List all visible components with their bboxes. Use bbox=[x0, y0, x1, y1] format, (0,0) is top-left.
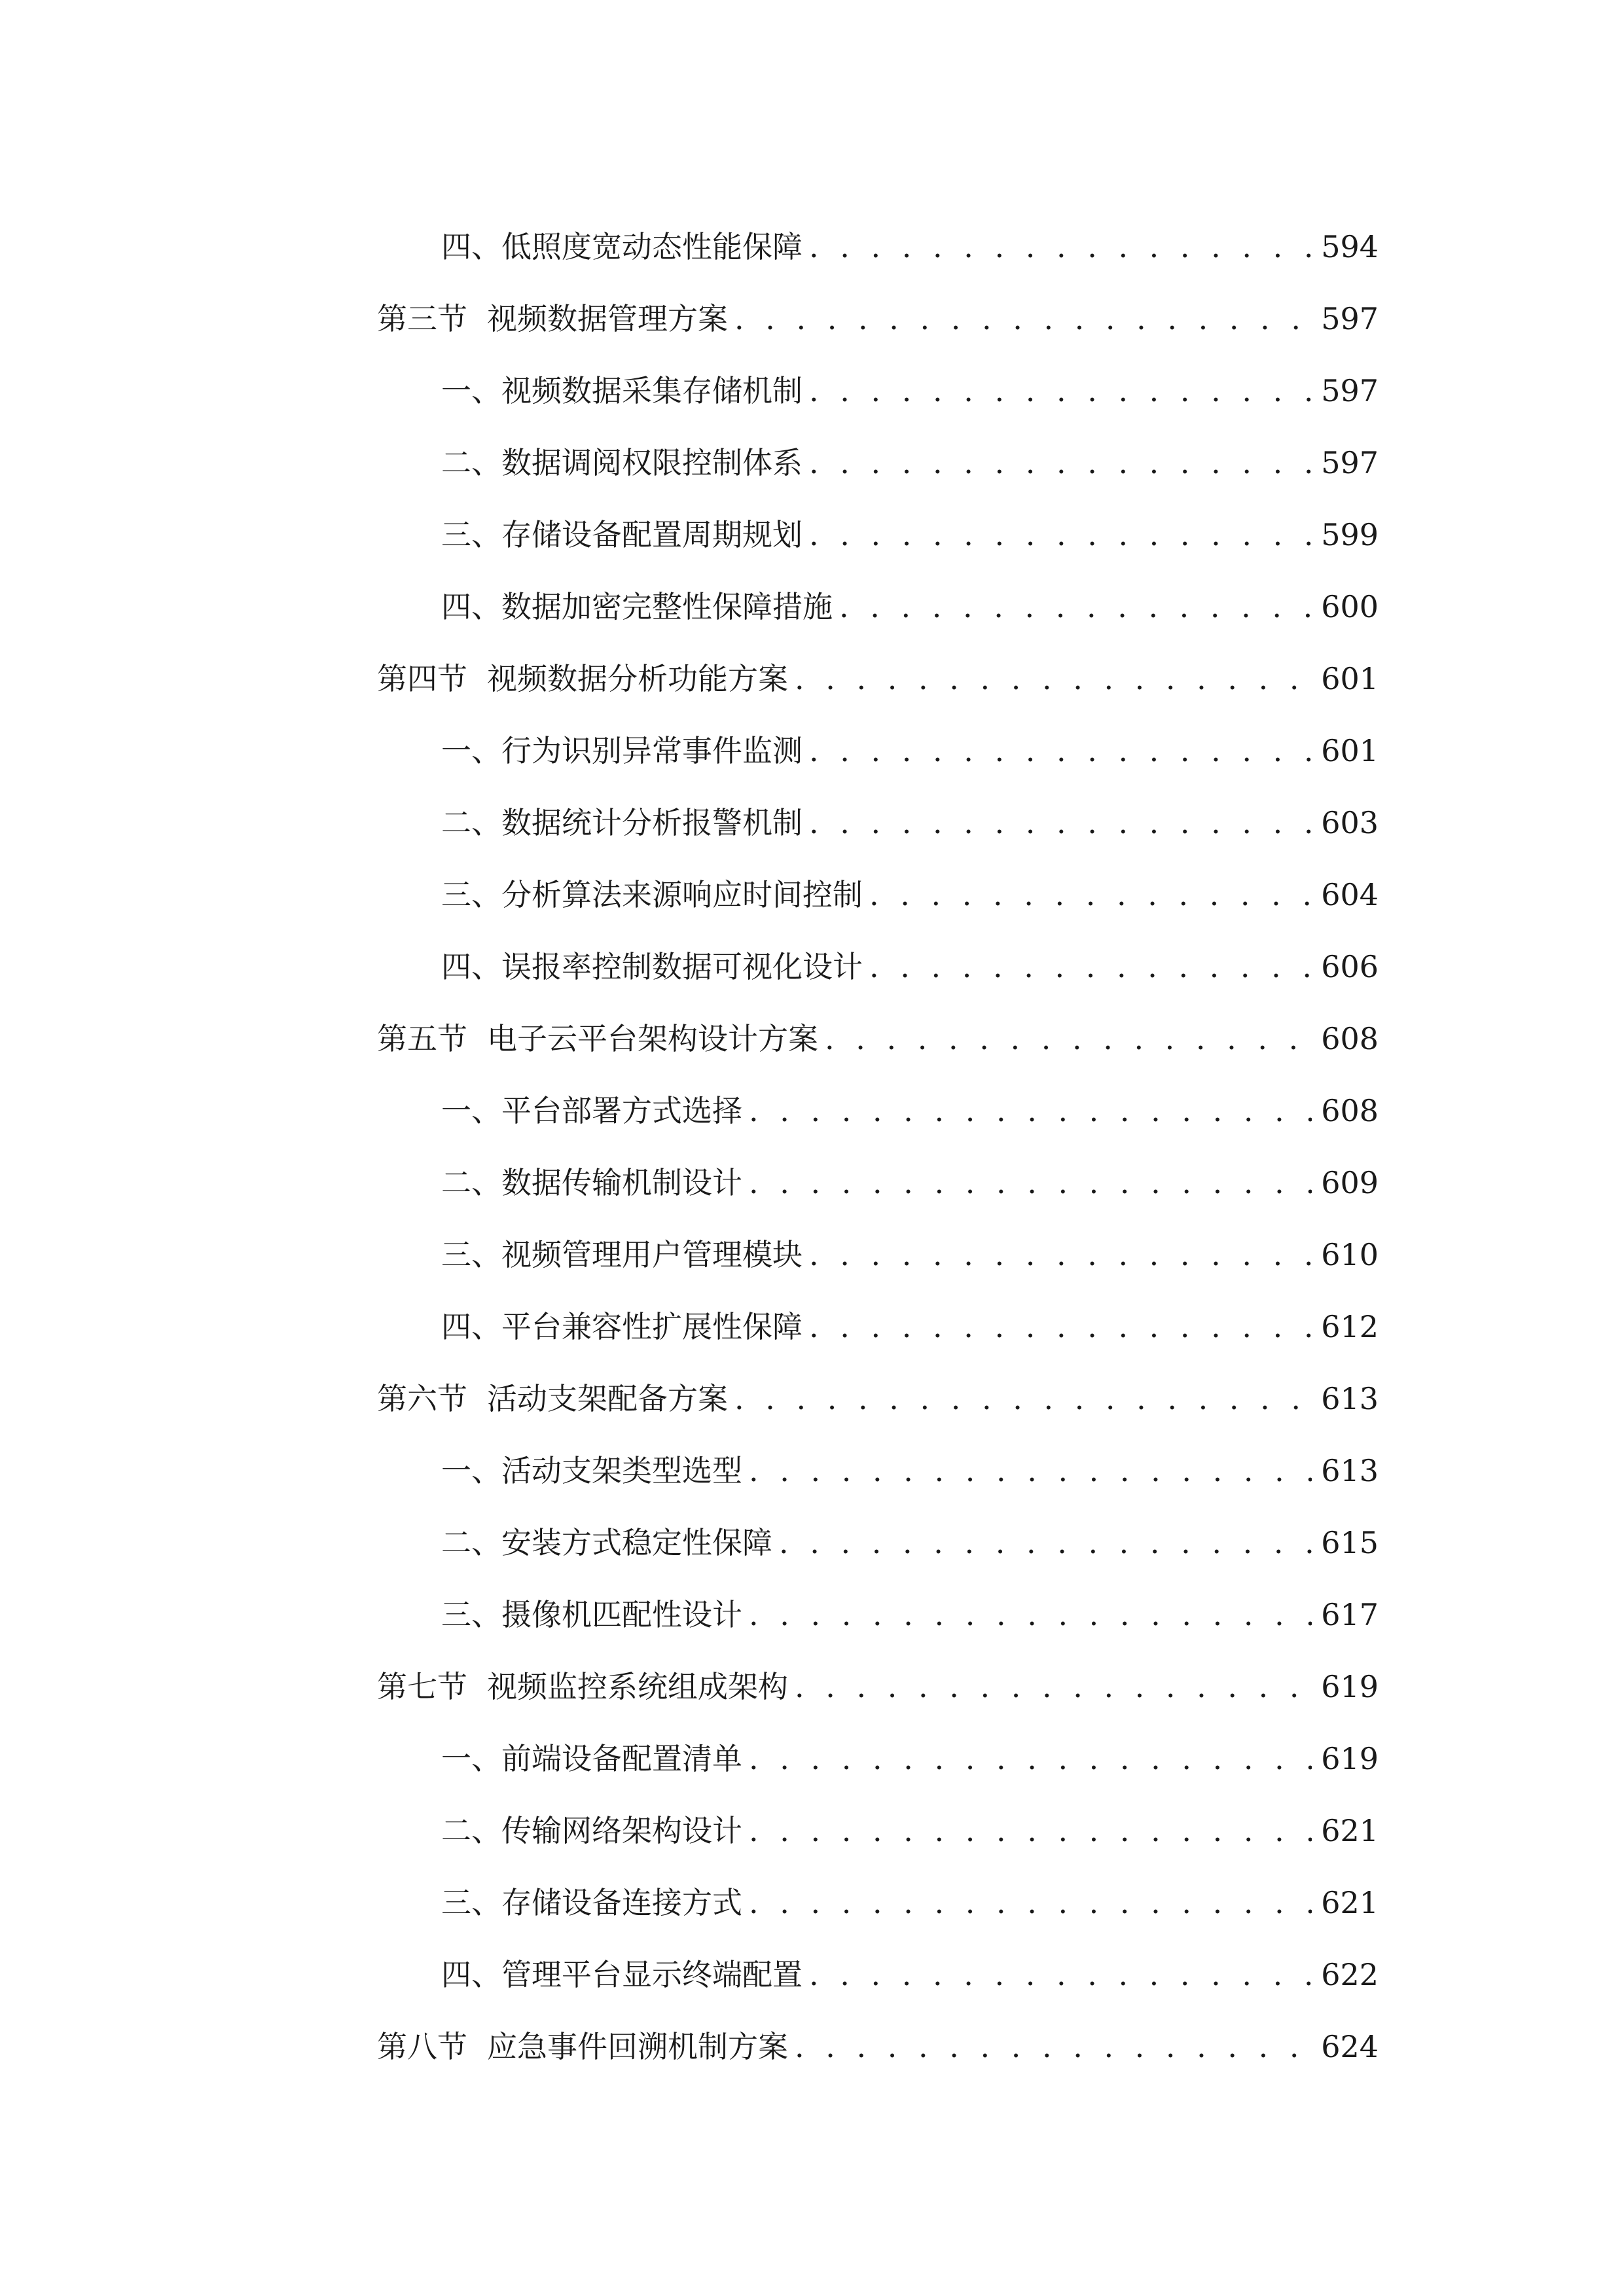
toc-entry-title: 平台部署方式选择 bbox=[501, 1093, 742, 1128]
toc-entry-title: 摄像机匹配性设计 bbox=[501, 1597, 742, 1632]
toc-entry-subsection[interactable] bbox=[377, 1846, 1379, 1918]
toc-dot-leader bbox=[749, 1744, 1312, 1774]
toc-dot-leader bbox=[795, 664, 1312, 694]
toc-page-number: 619 bbox=[1321, 1741, 1379, 1776]
toc-dot-leader bbox=[809, 448, 1312, 478]
toc-dot-leader bbox=[749, 1888, 1312, 1918]
toc-page-number: 597 bbox=[1321, 301, 1379, 336]
toc-dot-leader bbox=[809, 376, 1312, 406]
toc-dot-leader bbox=[869, 952, 1312, 982]
toc-page-number: 621 bbox=[1321, 1813, 1379, 1848]
toc-page-number: 597 bbox=[1321, 373, 1379, 408]
toc-entry-section[interactable] bbox=[377, 1630, 1379, 1702]
toc-page-number: 617 bbox=[1321, 1597, 1379, 1632]
toc-entry-title: 视频数据管理方案 bbox=[487, 301, 728, 336]
toc-dot-leader bbox=[734, 1384, 1312, 1414]
toc-page-number: 621 bbox=[1321, 1885, 1379, 1920]
toc-entry-number: 三、 bbox=[441, 517, 501, 552]
toc-entry-subsection[interactable] bbox=[377, 1486, 1379, 1558]
toc-entry-number: 三、 bbox=[441, 877, 501, 912]
toc-dot-leader bbox=[809, 520, 1312, 550]
toc-page-number: 612 bbox=[1321, 1309, 1379, 1344]
toc-page-number: 597 bbox=[1321, 445, 1379, 480]
toc-entry-title: 活动支架配备方案 bbox=[487, 1381, 728, 1416]
toc-dot-leader bbox=[809, 232, 1312, 262]
toc-page-number: 615 bbox=[1321, 1525, 1379, 1560]
toc-entry-number: 第八节 bbox=[377, 2029, 467, 2064]
toc-entry-subsection[interactable] bbox=[377, 334, 1379, 406]
toc-entry-section[interactable] bbox=[377, 622, 1379, 694]
toc-entry-number: 三、 bbox=[441, 1597, 501, 1632]
toc-page-number: 619 bbox=[1321, 1669, 1379, 1704]
toc-dot-leader bbox=[749, 1600, 1312, 1630]
toc-page-number: 604 bbox=[1321, 877, 1379, 912]
toc-entry-subsection[interactable] bbox=[377, 838, 1379, 910]
toc-entry-section[interactable] bbox=[377, 982, 1379, 1054]
toc-entry-number: 二、 bbox=[441, 445, 501, 480]
toc-dot-leader bbox=[749, 1456, 1312, 1486]
toc-dot-leader bbox=[795, 2032, 1312, 2062]
toc-entry-number: 一、 bbox=[441, 373, 501, 408]
toc-entry-subsection[interactable] bbox=[377, 1198, 1379, 1270]
toc-dot-leader bbox=[809, 808, 1312, 838]
toc-entry-subsection[interactable] bbox=[377, 478, 1379, 550]
toc-entry-subsection[interactable] bbox=[377, 1774, 1379, 1846]
toc-dot-leader bbox=[749, 1096, 1312, 1126]
toc-entry-subsection[interactable] bbox=[377, 694, 1379, 766]
toc-entry-number: 三、 bbox=[441, 1237, 501, 1272]
toc-page-number: 613 bbox=[1321, 1453, 1379, 1488]
toc-entry-number: 第五节 bbox=[377, 1021, 467, 1056]
toc-entry-subsection[interactable] bbox=[377, 1414, 1379, 1486]
toc-entry-subsection[interactable] bbox=[377, 190, 1379, 262]
toc-entry-title: 视频管理用户管理模块 bbox=[501, 1237, 803, 1272]
toc-entry-title: 数据传输机制设计 bbox=[501, 1165, 742, 1200]
toc-entry-title: 视频数据分析功能方案 bbox=[487, 661, 788, 696]
toc-entry-number: 四、 bbox=[441, 1957, 501, 1992]
toc-entry-subsection[interactable] bbox=[377, 766, 1379, 838]
toc-page-number: 594 bbox=[1321, 229, 1379, 264]
toc-dot-leader bbox=[839, 592, 1312, 622]
toc-page-number: 609 bbox=[1321, 1165, 1379, 1200]
toc-entry-subsection[interactable] bbox=[377, 1702, 1379, 1774]
toc-dot-leader bbox=[749, 1816, 1312, 1846]
toc-entry-title: 数据调阅权限控制体系 bbox=[501, 445, 803, 480]
toc-page-number: 606 bbox=[1321, 949, 1379, 984]
toc-entry-title: 传输网络架构设计 bbox=[501, 1813, 742, 1848]
toc-dot-leader bbox=[809, 1960, 1312, 1990]
toc-entry-number: 四、 bbox=[441, 949, 501, 984]
toc-entry-title: 电子云平台架构设计方案 bbox=[487, 1021, 818, 1056]
toc-entry-subsection[interactable] bbox=[377, 1126, 1379, 1198]
toc-entry-title: 存储设备连接方式 bbox=[501, 1885, 742, 1920]
toc-entry-number: 第三节 bbox=[377, 301, 467, 336]
toc-entry-subsection[interactable] bbox=[377, 1270, 1379, 1342]
toc-entry-section[interactable] bbox=[377, 262, 1379, 334]
toc-entry-number: 三、 bbox=[441, 1885, 501, 1920]
toc-entry-number: 一、 bbox=[441, 733, 501, 768]
toc-page-number: 600 bbox=[1321, 589, 1379, 624]
toc-entry-number: 一、 bbox=[441, 1741, 501, 1776]
toc-entry-number: 第六节 bbox=[377, 1381, 467, 1416]
toc-page-number: 608 bbox=[1321, 1093, 1379, 1128]
toc-entry-title: 活动支架类型选型 bbox=[501, 1453, 742, 1488]
toc-entry-title: 行为识别异常事件监测 bbox=[501, 733, 803, 768]
toc-entry-number: 二、 bbox=[441, 1165, 501, 1200]
toc-page-number: 613 bbox=[1321, 1381, 1379, 1416]
toc-entry-number: 二、 bbox=[441, 805, 501, 840]
toc-entry-title: 误报率控制数据可视化设计 bbox=[501, 949, 863, 984]
toc-entry-title: 数据统计分析报警机制 bbox=[501, 805, 803, 840]
toc-entry-number: 二、 bbox=[441, 1813, 501, 1848]
toc-entry-title: 视频数据采集存储机制 bbox=[501, 373, 803, 408]
toc-entry-number: 一、 bbox=[441, 1093, 501, 1128]
toc-dot-leader bbox=[734, 304, 1312, 334]
toc-entry-section[interactable] bbox=[377, 1342, 1379, 1414]
toc-page-number: 608 bbox=[1321, 1021, 1379, 1056]
toc-entry-number: 一、 bbox=[441, 1453, 501, 1488]
toc-entry-title: 管理平台显示终端配置 bbox=[501, 1957, 803, 1992]
toc-dot-leader bbox=[869, 880, 1312, 910]
toc-page-number: 601 bbox=[1321, 661, 1379, 696]
toc-dot-leader bbox=[749, 1168, 1312, 1198]
toc-entry-subsection[interactable] bbox=[377, 1918, 1379, 1990]
toc-page-number: 599 bbox=[1321, 517, 1379, 552]
toc-page-number: 601 bbox=[1321, 733, 1379, 768]
table-of-contents bbox=[377, 190, 1379, 2062]
toc-entry-title: 平台兼容性扩展性保障 bbox=[501, 1309, 803, 1344]
toc-entry-subsection[interactable] bbox=[377, 406, 1379, 478]
toc-dot-leader bbox=[795, 1672, 1312, 1702]
toc-entry-number: 第四节 bbox=[377, 661, 467, 696]
toc-page-number: 622 bbox=[1321, 1957, 1379, 1992]
toc-entry-number: 四、 bbox=[441, 229, 501, 264]
toc-entry-number: 第七节 bbox=[377, 1669, 467, 1704]
toc-entry-title: 视频监控系统组成架构 bbox=[487, 1669, 788, 1704]
toc-entry-number: 四、 bbox=[441, 1309, 501, 1344]
toc-dot-leader bbox=[809, 1312, 1312, 1342]
toc-entry-title: 前端设备配置清单 bbox=[501, 1741, 742, 1776]
toc-entry-subsection[interactable] bbox=[377, 550, 1379, 622]
toc-entry-title: 应急事件回溯机制方案 bbox=[487, 2029, 788, 2064]
toc-dot-leader bbox=[825, 1024, 1312, 1054]
toc-entry-title: 分析算法来源响应时间控制 bbox=[501, 877, 863, 912]
toc-dot-leader bbox=[809, 736, 1312, 766]
toc-entry-subsection[interactable] bbox=[377, 910, 1379, 982]
toc-page-number: 610 bbox=[1321, 1237, 1379, 1272]
toc-dot-leader bbox=[779, 1528, 1312, 1558]
toc-page-number: 603 bbox=[1321, 805, 1379, 840]
toc-entry-subsection[interactable] bbox=[377, 1558, 1379, 1630]
toc-entry-title: 存储设备配置周期规划 bbox=[501, 517, 803, 552]
toc-entry-title: 数据加密完整性保障措施 bbox=[501, 589, 833, 624]
toc-entry-title: 低照度宽动态性能保障 bbox=[501, 229, 803, 264]
toc-entry-number: 四、 bbox=[441, 589, 501, 624]
toc-page-number: 624 bbox=[1321, 2029, 1379, 2064]
toc-entry-section[interactable] bbox=[377, 1990, 1379, 2062]
toc-entry-number: 二、 bbox=[441, 1525, 501, 1560]
toc-entry-subsection[interactable] bbox=[377, 1054, 1379, 1126]
toc-entry-title: 安装方式稳定性保障 bbox=[501, 1525, 772, 1560]
toc-dot-leader bbox=[809, 1240, 1312, 1270]
